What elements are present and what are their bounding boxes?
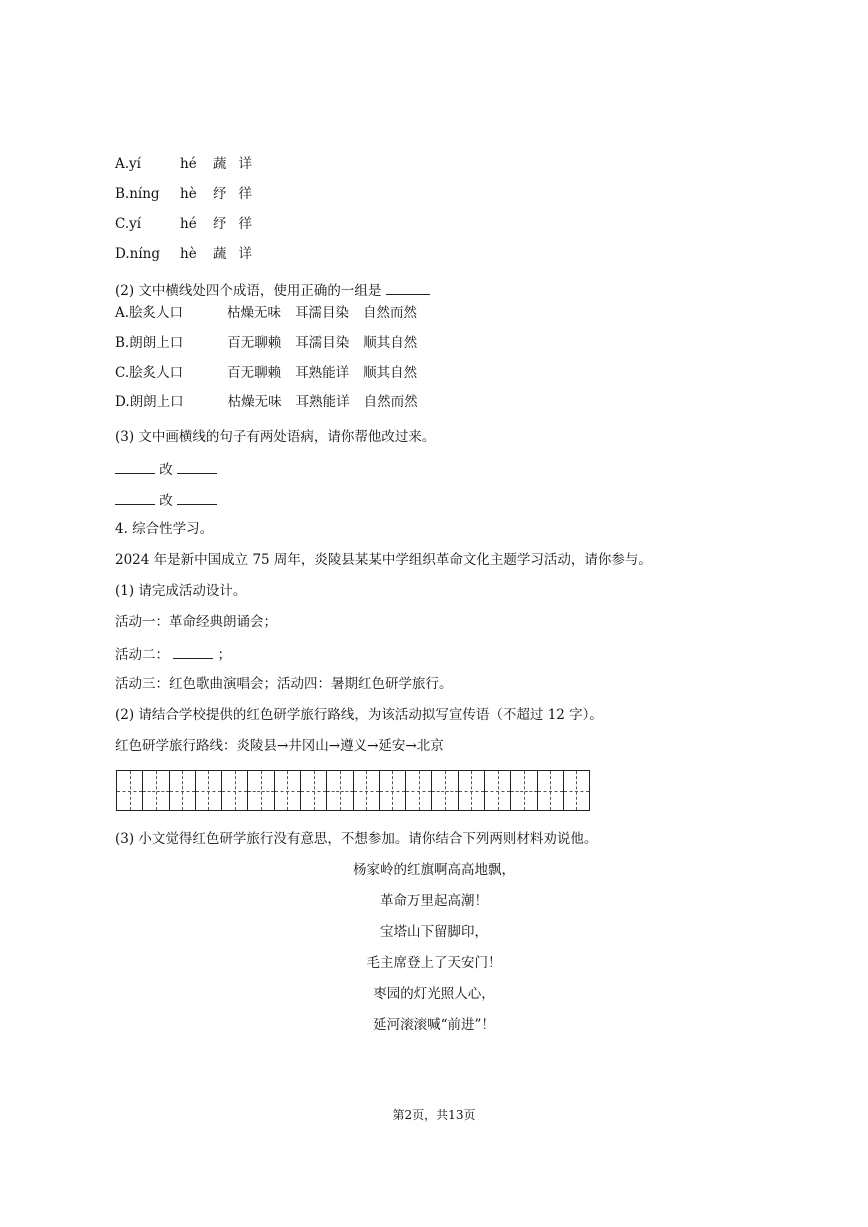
idiom: 百无聊赖 <box>227 335 282 351</box>
option-word: 纾 <box>213 216 227 232</box>
question-2 <box>115 280 430 300</box>
activity-1: 活动一：革命经典朗诵会； <box>115 614 277 630</box>
option-word: 纾 <box>213 186 227 202</box>
grid-cell[interactable] <box>143 771 169 810</box>
grid-cell[interactable] <box>275 771 301 810</box>
option-pinyin: hè <box>180 186 197 202</box>
change-label: 改 <box>159 462 173 478</box>
idiom: 耳濡目染 <box>295 305 350 321</box>
option-pinyin: hè <box>180 246 197 262</box>
option-b <box>115 185 264 203</box>
answer-blank[interactable] <box>173 644 213 659</box>
idiom: 耳熟能详 <box>295 394 350 410</box>
idiom: 自然而然 <box>363 305 418 321</box>
activity-2-suffix: ； <box>217 647 232 663</box>
grid-cell[interactable] <box>117 771 143 810</box>
answer-blank[interactable] <box>177 490 217 505</box>
grid-cell[interactable] <box>248 771 274 810</box>
option-letter: A.yí <box>115 156 141 172</box>
idiom: 耳熟能详 <box>295 365 350 381</box>
correction-row-2 <box>115 490 217 510</box>
question-3: (3) 文中画横线的句子有两处语病，请你帮他改过来。 <box>115 429 436 445</box>
option-word: 详 <box>238 156 252 172</box>
correction-row-1 <box>115 459 217 479</box>
idiom-option-a <box>115 304 431 322</box>
idiom: 顺其自然 <box>363 335 418 351</box>
question-4-part3: (3) 小文觉得红色研学旅行没有意思，不想参加。请你结合下列两则材料劝说他。 <box>115 831 598 847</box>
idiom: 脍炙人口 <box>129 305 184 321</box>
grid-cell[interactable] <box>222 771 248 810</box>
option-d <box>115 245 264 263</box>
poem-line: 杨家岭的红旗啊高高地飘， <box>353 862 515 878</box>
grid-cell[interactable] <box>459 771 485 810</box>
idiom: 脍炙人口 <box>129 365 184 381</box>
grid-cell[interactable] <box>196 771 222 810</box>
poem-line: 延河滚滚喊“前进”！ <box>373 1017 495 1033</box>
idiom: 朗朗上口 <box>129 335 184 351</box>
question-text: (2) 文中横线处四个成语，使用正确的一组是 <box>115 283 382 299</box>
activity-3-4: 活动三：红色歌曲演唱会；活动四：暑期红色研学旅行。 <box>115 676 453 692</box>
option-letter: B.níng <box>115 186 160 202</box>
grid-cell[interactable] <box>301 771 327 810</box>
option-word: 徉 <box>238 186 252 202</box>
writing-grid[interactable] <box>116 770 590 811</box>
answer-blank[interactable] <box>386 280 430 295</box>
activity-2 <box>115 644 231 664</box>
poem-line: 革命万里起高潮！ <box>380 893 488 909</box>
grid-cell[interactable] <box>380 771 406 810</box>
option-word: 徉 <box>238 216 252 232</box>
option-letter: C.yí <box>115 216 142 232</box>
option-letter: D. <box>115 394 130 410</box>
page-footer: 第2页，共13页 <box>392 1108 476 1122</box>
idiom-option-c <box>115 364 431 382</box>
option-pinyin: hé <box>180 156 197 172</box>
change-label: 改 <box>159 493 173 509</box>
idiom: 耳濡目染 <box>295 335 350 351</box>
answer-blank[interactable] <box>115 490 155 505</box>
answer-blank[interactable] <box>115 459 155 474</box>
grid-cell[interactable] <box>354 771 380 810</box>
option-c <box>115 215 264 233</box>
grid-cell[interactable] <box>485 771 511 810</box>
idiom-option-b <box>115 334 431 352</box>
option-a <box>115 155 264 173</box>
poem-line: 宝塔山下留脚印， <box>380 924 488 940</box>
answer-blank[interactable] <box>177 459 217 474</box>
idiom-option-d <box>115 393 432 411</box>
grid-cell[interactable] <box>327 771 353 810</box>
idiom: 枯燥无味 <box>227 305 282 321</box>
idiom: 自然而然 <box>363 394 418 410</box>
option-pinyin: hé <box>180 216 197 232</box>
idiom: 朗朗上口 <box>129 394 184 410</box>
question-4-title: 4. 综合性学习。 <box>115 521 214 537</box>
grid-cell[interactable] <box>564 771 589 810</box>
idiom: 百无聊赖 <box>227 365 282 381</box>
question-4-intro: 2024 年是新中国成立 75 周年，炎陵县某某中学组织革命文化主题学习活动，请你参与。 <box>115 552 652 568</box>
option-letter: B. <box>115 335 130 351</box>
option-word: 蔬 <box>213 246 227 262</box>
option-letter: A. <box>115 305 130 321</box>
grid-cell[interactable] <box>511 771 537 810</box>
route: 红色研学旅行路线：炎陵县→井冈山→遵义→延安→北京 <box>115 738 444 754</box>
option-letter: C. <box>115 365 130 381</box>
grid-cell[interactable] <box>406 771 432 810</box>
grid-cell[interactable] <box>170 771 196 810</box>
activity-2-label: 活动二： <box>115 647 169 663</box>
poem-line: 毛主席登上了天安门！ <box>366 955 502 971</box>
question-4-part2: (2) 请结合学校提供的红色研学旅行路线，为该活动拟写宣传语（不超过 12 字）。 <box>115 707 603 723</box>
option-word: 详 <box>238 246 252 262</box>
option-word: 蔬 <box>213 156 227 172</box>
grid-cell[interactable] <box>538 771 564 810</box>
option-letter: D.níng <box>115 246 160 262</box>
grid-cell[interactable] <box>432 771 458 810</box>
question-4-part1: (1) 请完成活动设计。 <box>115 583 247 599</box>
idiom: 枯燥无味 <box>227 394 282 410</box>
poem-line: 枣园的灯光照人心， <box>373 986 495 1002</box>
idiom: 顺其自然 <box>363 365 418 381</box>
